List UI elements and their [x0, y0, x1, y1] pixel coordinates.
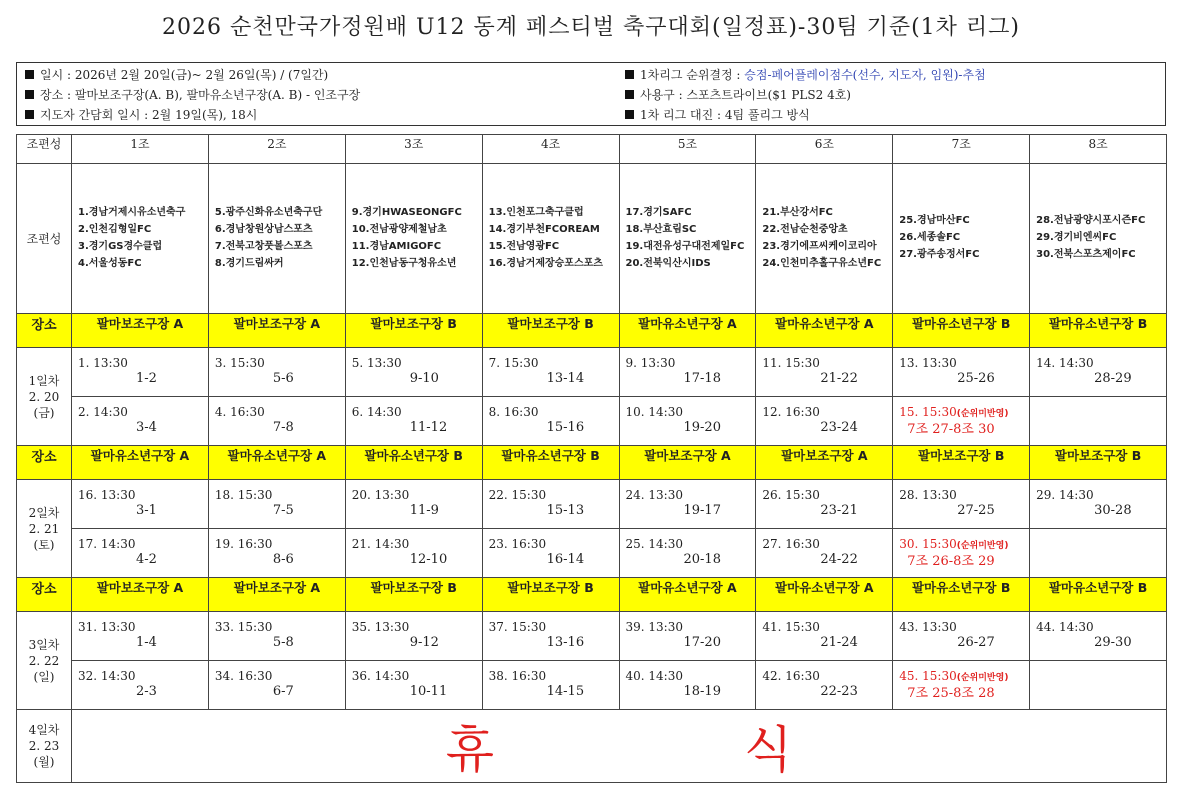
group-header: 3조 — [345, 135, 482, 164]
game-time: 12. 16:30 — [762, 405, 820, 419]
rest-text: 휴 — [445, 721, 494, 779]
game-time: 10. 14:30 — [625, 405, 683, 419]
game-matchup: 16-14 — [546, 552, 585, 567]
game-time: 7. 15:30 — [488, 356, 539, 370]
game-cell — [208, 480, 345, 529]
venue-cell: 팔마보조구장 B — [482, 578, 619, 612]
team-name: 1.경남거제시유소년축구 — [78, 207, 186, 218]
game-time: 36. 14:30 — [351, 669, 410, 683]
game-cell — [893, 480, 1030, 529]
venue-cell: 팔마유소년구장 B — [893, 314, 1030, 348]
venue-cell: 팔마유소년구장 B — [1030, 314, 1167, 348]
game-matchup: 23-21 — [820, 503, 858, 518]
team-name: 28.전남광양시포시즌FC — [1036, 215, 1146, 226]
venue-cell: 팔마보조구장 A — [208, 578, 345, 612]
game-cell — [893, 661, 1030, 710]
game-time: 16. 13:30 — [78, 488, 136, 502]
venue-side-label: 장소 — [17, 578, 72, 612]
game-matchup: 3-1 — [136, 503, 157, 518]
teams-row — [17, 164, 1167, 314]
game-matchup: 13-16 — [546, 635, 585, 650]
game-time: 15. 15:30(순위미반영) — [899, 405, 1009, 419]
game-matchup: 1-4 — [136, 635, 157, 650]
game-cell — [619, 661, 756, 710]
game-matchup: 22-23 — [820, 684, 858, 699]
game-cell — [619, 480, 756, 529]
group-header: 2조 — [208, 135, 345, 164]
game-matchup: 7조 25-8조 28 — [907, 686, 995, 701]
game-cell — [345, 397, 482, 446]
game-time: 3. 15:30 — [214, 356, 265, 370]
game-matchup: 6-7 — [272, 684, 294, 699]
team-name: 26.세종솔FC — [899, 232, 961, 243]
team-name: 10.전남광양제철남초 — [351, 224, 447, 235]
game-row — [17, 397, 1167, 446]
team-name: 14.경기부천FCOREAM — [488, 224, 600, 235]
game-cell — [72, 661, 209, 710]
rest-cell — [72, 710, 1167, 783]
venue-side-label: 장소 — [17, 314, 72, 348]
team-name: 13.인천포그축구클럽 — [488, 207, 584, 218]
game-time: 42. 16:30 — [762, 669, 820, 683]
game-time: 25. 14:30 — [625, 537, 683, 551]
day-label: 4일차 2. 23 (월) — [17, 710, 72, 783]
venue-cell: 팔마유소년구장 B — [893, 578, 1030, 612]
game-matchup: 11-9 — [409, 503, 439, 518]
venue-cell: 팔마보조구장 A — [756, 446, 893, 480]
game-matchup: 17-20 — [683, 635, 721, 650]
team-name: 29.경기비엔씨FC — [1036, 232, 1117, 243]
venue-cell: 팔마보조구장 B — [345, 314, 482, 348]
game-cell — [482, 661, 619, 710]
team-name: 6.경남창원상남스포츠 — [214, 224, 313, 235]
game-time: 37. 15:30 — [488, 620, 547, 634]
game-cell — [482, 480, 619, 529]
game-time: 35. 13:30 — [351, 620, 410, 634]
game-cell — [72, 397, 209, 446]
group-header: 8조 — [1030, 135, 1167, 164]
schedule-table — [16, 134, 1167, 783]
game-time: 17. 14:30 — [78, 537, 136, 551]
venue-cell: 팔마유소년구장 B — [1030, 578, 1167, 612]
venue-cell: 팔마보조구장 A — [619, 446, 756, 480]
game-cell — [893, 612, 1030, 661]
game-matchup: 19-17 — [683, 503, 721, 518]
game-matchup: 7-5 — [272, 503, 294, 518]
group-header: 5조 — [619, 135, 756, 164]
game-time: 44. 14:30 — [1036, 620, 1094, 634]
game-time: 11. 15:30 — [762, 356, 820, 370]
game-matchup: 11-12 — [409, 420, 448, 435]
game-cell — [345, 661, 482, 710]
venue-cell: 팔마유소년구장 A — [72, 446, 209, 480]
venue-cell: 팔마유소년구장 A — [619, 314, 756, 348]
game-cell — [72, 529, 209, 578]
team-name: 18.부산효림SC — [625, 224, 697, 235]
game-time: 14. 14:30 — [1036, 356, 1094, 370]
game-matchup: 4-2 — [136, 552, 157, 567]
group-teams — [482, 164, 619, 314]
game-cell — [345, 529, 482, 578]
team-name: 11.경남AMIGOFC — [351, 241, 442, 252]
game-matchup: 15-16 — [546, 420, 585, 435]
venue-side-label: 장소 — [17, 446, 72, 480]
game-time: 27. 16:30 — [762, 537, 820, 551]
game-cell — [208, 529, 345, 578]
info-right — [625, 65, 986, 125]
game-time: 26. 15:30 — [762, 488, 820, 502]
venue-row — [17, 314, 1167, 348]
team-name: 9.경기HWASEONGFC — [351, 207, 462, 218]
game-row — [17, 480, 1167, 529]
game-cell — [756, 529, 893, 578]
game-matchup: 27-25 — [957, 503, 995, 518]
info-date: 일시 : 2026년 2월 20일(금)~ 2월 26일(목) / (7일간) — [25, 65, 360, 85]
game-cell — [756, 348, 893, 397]
game-time: 9. 13:30 — [625, 356, 676, 370]
group-teams — [756, 164, 893, 314]
game-matchup: 12-10 — [409, 552, 448, 567]
game-matchup: 13-14 — [546, 371, 585, 386]
game-matchup: 8-6 — [272, 552, 294, 567]
game-cell — [1030, 661, 1167, 710]
unranked-note: (순위미반영) — [956, 673, 1009, 683]
game-cell — [208, 348, 345, 397]
group-header: 7조 — [893, 135, 1030, 164]
bullet-square-icon — [25, 70, 34, 79]
game-matchup: 17-18 — [683, 371, 721, 386]
bullet-square-icon — [625, 110, 634, 119]
venue-cell: 팔마유소년구장 A — [208, 446, 345, 480]
info-box — [16, 62, 1166, 126]
game-matchup: 28-29 — [1094, 371, 1132, 386]
game-matchup: 18-19 — [683, 684, 721, 699]
day-label: 3일차 2. 22 (일) — [17, 612, 72, 710]
group-teams — [1030, 164, 1167, 314]
team-name: 17.경기SAFC — [625, 207, 692, 218]
venue-cell: 팔마유소년구장 B — [345, 446, 482, 480]
game-cell — [893, 529, 1030, 578]
group-teams — [893, 164, 1030, 314]
game-cell — [345, 480, 482, 529]
teams-side-label: 조편성 — [17, 164, 72, 314]
game-time: 13. 13:30 — [899, 356, 957, 370]
header-side-label: 조편성 — [17, 135, 72, 164]
game-time: 39. 13:30 — [625, 620, 683, 634]
game-matchup: 30-28 — [1094, 503, 1132, 518]
game-time: 8. 16:30 — [488, 405, 539, 419]
venue-cell: 팔마유소년구장 A — [619, 578, 756, 612]
rest-text: 식 — [744, 721, 793, 779]
game-time: 41. 15:30 — [762, 620, 820, 634]
game-row — [17, 661, 1167, 710]
venue-cell: 팔마보조구장 A — [208, 314, 345, 348]
team-name: 24.인천미추홀구유소년FC — [762, 258, 882, 269]
group-teams — [619, 164, 756, 314]
game-time: 1. 13:30 — [78, 356, 128, 370]
unranked-note: (순위미반영) — [956, 409, 1009, 419]
game-cell — [893, 348, 1030, 397]
page-title: 2026 순천만국가정원배 U12 동계 페스티벌 축구대회(일정표)-30팀 기준(1차 리그) — [161, 15, 1021, 40]
game-row — [17, 612, 1167, 661]
game-time: 32. 14:30 — [78, 669, 136, 683]
game-time: 40. 14:30 — [625, 669, 683, 683]
unranked-note: (순위미반영) — [956, 541, 1009, 551]
team-name: 21.부산강서FC — [762, 207, 833, 218]
info-meeting: 지도자 간담회 일시 : 2월 19일(목), 18시 — [25, 105, 360, 125]
game-cell — [619, 348, 756, 397]
venue-row — [17, 578, 1167, 612]
game-cell — [482, 612, 619, 661]
day-label: 1일차 2. 20 (금) — [17, 348, 72, 446]
bullet-square-icon — [25, 90, 34, 99]
day-label: 2일차 2. 21 (토) — [17, 480, 72, 578]
bullet-square-icon — [625, 90, 634, 99]
team-name: 25.경남마산FC — [899, 215, 970, 226]
game-cell — [72, 612, 209, 661]
game-matchup: 10-11 — [409, 684, 448, 699]
game-matchup: 19-20 — [683, 420, 721, 435]
group-header: 6조 — [756, 135, 893, 164]
venue-cell: 팔마보조구장 A — [72, 578, 209, 612]
game-matchup: 21-24 — [820, 635, 858, 650]
info-ranking: 1차리그 순위결정 : 승점-페어플레이점수(선수, 지도자, 임원)-추첨 — [625, 65, 986, 85]
team-name: 22.전남순천중앙초 — [762, 224, 848, 235]
group-teams — [345, 164, 482, 314]
game-matchup: 5-8 — [272, 635, 294, 650]
game-cell — [208, 612, 345, 661]
game-time: 28. 13:30 — [899, 488, 957, 502]
game-time: 2. 14:30 — [78, 405, 128, 419]
game-time: 34. 16:30 — [214, 669, 273, 683]
info-ball: 사용구 : 스포츠트라이브($1 PLS2 4호) — [625, 85, 986, 105]
game-time: 24. 13:30 — [625, 488, 683, 502]
team-name: 15.전남영광FC — [488, 241, 560, 252]
rest-day-row — [17, 710, 1167, 783]
game-cell — [72, 348, 209, 397]
group-header: 1조 — [72, 135, 209, 164]
game-row — [17, 529, 1167, 578]
game-row — [17, 348, 1167, 397]
game-matchup: 9-10 — [409, 371, 439, 386]
game-cell — [1030, 397, 1167, 446]
game-time: 29. 14:30 — [1036, 488, 1094, 502]
days-body — [17, 314, 1167, 710]
team-name: 20.전북익산시IDS — [625, 258, 711, 269]
group-teams — [72, 164, 209, 314]
game-matchup: 15-13 — [546, 503, 585, 518]
game-cell — [756, 397, 893, 446]
team-name: 12.인천남동구청유소년 — [351, 258, 457, 269]
game-cell — [482, 529, 619, 578]
venue-cell: 팔마보조구장 B — [893, 446, 1030, 480]
team-name: 23.경기에프씨케이코리아 — [762, 241, 877, 252]
game-cell — [1030, 348, 1167, 397]
game-matchup: 29-30 — [1094, 635, 1132, 650]
game-time: 30. 15:30(순위미반영) — [899, 537, 1009, 551]
game-time: 38. 16:30 — [488, 669, 547, 683]
game-matchup: 2-3 — [136, 684, 157, 699]
venue-cell: 팔마보조구장 B — [482, 314, 619, 348]
game-matchup: 20-18 — [683, 552, 721, 567]
game-matchup: 1-2 — [136, 371, 157, 386]
game-matchup: 3-4 — [136, 420, 157, 435]
game-matchup: 14-15 — [546, 684, 585, 699]
group-teams — [208, 164, 345, 314]
game-time: 43. 13:30 — [899, 620, 957, 634]
team-name: 16.경남거제장승포스포츠 — [488, 258, 603, 269]
game-cell — [1030, 480, 1167, 529]
game-cell — [208, 661, 345, 710]
game-cell — [756, 661, 893, 710]
game-cell — [1030, 612, 1167, 661]
team-name: 27.광주송정서FC — [899, 249, 980, 260]
team-name: 4.서울성동FC — [78, 258, 142, 269]
game-time: 45. 15:30(순위미반영) — [899, 669, 1009, 683]
game-time: 20. 13:30 — [351, 488, 410, 502]
game-cell — [345, 348, 482, 397]
game-time: 19. 16:30 — [214, 537, 273, 551]
game-cell — [1030, 529, 1167, 578]
venue-cell: 팔마보조구장 A — [72, 314, 209, 348]
venue-cell: 팔마유소년구장 B — [482, 446, 619, 480]
game-time: 5. 13:30 — [351, 356, 402, 370]
game-time: 33. 15:30 — [214, 620, 273, 634]
game-matchup: 9-12 — [409, 635, 439, 650]
venue-row — [17, 446, 1167, 480]
team-name: 30.전북스포츠제이FC — [1036, 249, 1136, 260]
game-matchup: 26-27 — [957, 635, 995, 650]
team-name: 3.경기GS경수클럽 — [78, 241, 163, 252]
team-name: 8.경기드림싸커 — [214, 258, 284, 269]
game-cell — [208, 397, 345, 446]
venue-cell: 팔마유소년구장 A — [756, 578, 893, 612]
info-left — [25, 65, 360, 125]
team-name: 5.광주신화유소년축구단 — [214, 207, 323, 218]
bullet-square-icon — [25, 110, 34, 119]
bullet-square-icon — [625, 70, 634, 79]
info-venue: 장소 : 팔마보조구장(A. B), 팔마유소년구장(A. B) - 인조구장 — [25, 85, 360, 105]
game-cell — [619, 529, 756, 578]
game-cell — [482, 348, 619, 397]
venue-cell: 팔마보조구장 B — [345, 578, 482, 612]
game-cell — [619, 397, 756, 446]
venue-cell: 팔마보조구장 B — [1030, 446, 1167, 480]
game-matchup: 25-26 — [957, 371, 995, 386]
game-time: 22. 15:30 — [488, 488, 547, 502]
game-cell — [482, 397, 619, 446]
game-cell — [619, 612, 756, 661]
game-time: 21. 14:30 — [351, 537, 410, 551]
game-matchup: 5-6 — [272, 371, 294, 386]
group-header-row — [17, 135, 1167, 164]
game-cell — [756, 480, 893, 529]
game-time: 18. 15:30 — [214, 488, 273, 502]
game-cell — [893, 397, 1030, 446]
team-name: 19.대전유성구대전제일FC — [625, 241, 745, 252]
game-matchup: 7조 26-8조 29 — [907, 554, 995, 569]
game-matchup: 7-8 — [272, 420, 294, 435]
game-matchup: 24-22 — [820, 552, 858, 567]
game-cell — [72, 480, 209, 529]
game-time: 4. 16:30 — [214, 405, 265, 419]
venue-cell: 팔마유소년구장 A — [756, 314, 893, 348]
game-cell — [345, 612, 482, 661]
game-matchup: 21-22 — [820, 371, 858, 386]
game-matchup: 7조 27-8조 30 — [907, 422, 995, 437]
group-header: 4조 — [482, 135, 619, 164]
team-name: 2.인천김형일FC — [78, 224, 152, 235]
info-format: 1차 리그 대진 : 4팀 풀리그 방식 — [625, 105, 986, 125]
game-cell — [756, 612, 893, 661]
game-time: 31. 13:30 — [78, 620, 136, 634]
game-time: 23. 16:30 — [488, 537, 547, 551]
game-matchup: 23-24 — [820, 420, 858, 435]
team-name: 7.전북고창풋볼스포츠 — [214, 241, 313, 252]
game-time: 6. 14:30 — [351, 405, 402, 419]
